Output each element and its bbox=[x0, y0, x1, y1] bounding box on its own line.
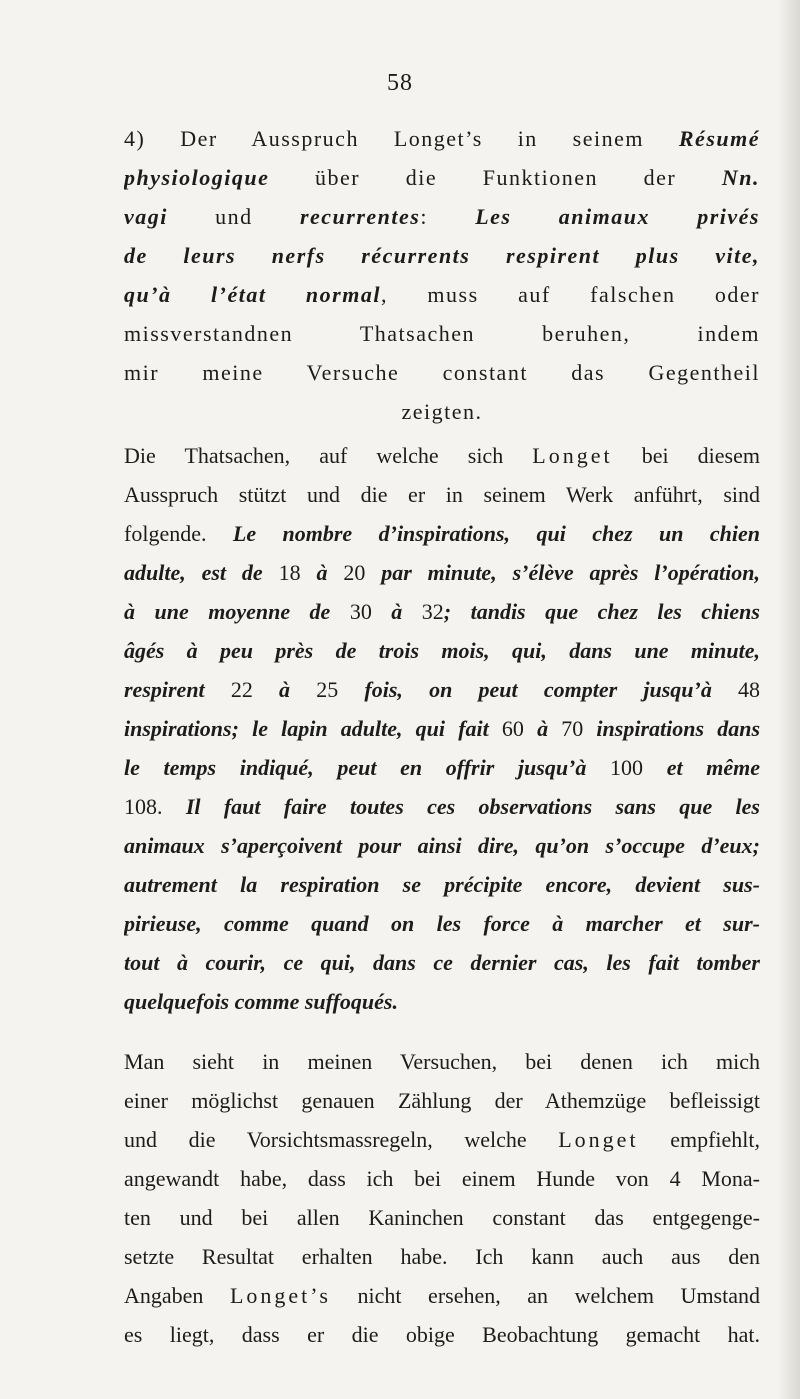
paragraph-own-results bbox=[124, 1042, 760, 1354]
italic-text: à bbox=[300, 560, 344, 585]
text-line bbox=[124, 943, 760, 982]
italic-text: par minute, s’élève après l’opération, bbox=[365, 560, 760, 585]
text-line bbox=[124, 1042, 760, 1081]
italic-text: le temps indiqué, peut en offrir jusqu’à bbox=[124, 755, 611, 780]
text-segment: 22 bbox=[230, 677, 253, 702]
text-segment: 32 bbox=[421, 599, 444, 624]
text-line bbox=[124, 275, 760, 314]
text-line bbox=[124, 631, 760, 670]
text-segment: 108. bbox=[124, 794, 186, 819]
text-line bbox=[124, 982, 760, 1021]
text-line bbox=[124, 514, 760, 553]
text-segment: 100 bbox=[610, 755, 644, 780]
text-segment: nicht ersehen, an welchem Umstand bbox=[330, 1283, 760, 1308]
italic-text: Nn. bbox=[721, 165, 760, 190]
italic-text: âgés à peu près de trois mois, qui, dans une minute, bbox=[124, 638, 760, 663]
text-segment: 25 bbox=[316, 677, 339, 702]
text-segment: 20 bbox=[343, 560, 366, 585]
text-line bbox=[124, 353, 760, 392]
italic-text: autrement la respiration se précipite encore, devient sus- bbox=[124, 872, 760, 897]
italic-text: de leurs nerfs récurrents respirent plus vite, bbox=[124, 243, 760, 268]
text-segment: missverstandnen Thatsachen beruhen, indem bbox=[124, 321, 760, 346]
text-line bbox=[124, 1276, 760, 1315]
italic-text: ; tandis que chez les chiens bbox=[443, 599, 760, 624]
text-segment: folgende. bbox=[124, 521, 233, 546]
italic-text: qu’à l’état normal bbox=[124, 282, 381, 307]
text-line bbox=[124, 1315, 760, 1354]
text-segment: 48 bbox=[738, 677, 760, 702]
italic-text: fois, on peut compter jusqu’à bbox=[338, 677, 738, 702]
text-segment: 4) Der Ausspruch Longet’s in seinem bbox=[124, 126, 679, 151]
italic-text: Résumé bbox=[678, 126, 760, 151]
text-line bbox=[124, 709, 760, 748]
text-line bbox=[124, 197, 760, 236]
text-segment: Man sieht in meinen Versuchen, bei denen ich mich bbox=[124, 1049, 760, 1074]
text-segment: angewandt habe, dass ich bei einem Hunde von 4 Mona- bbox=[124, 1166, 760, 1191]
text-line bbox=[124, 670, 760, 709]
text-segment: empfiehlt, bbox=[638, 1127, 760, 1152]
text-line bbox=[124, 1081, 760, 1120]
text-line bbox=[124, 236, 760, 275]
text-line bbox=[124, 748, 760, 787]
text-segment: setzte Resultat erhalten habe. Ich kann auch aus den bbox=[124, 1244, 760, 1269]
italic-text: et même bbox=[643, 755, 760, 780]
italic-text: adulte, est de bbox=[124, 560, 279, 585]
italic-text: respirent bbox=[124, 677, 231, 702]
italic-text: inspirations dans bbox=[583, 716, 760, 741]
text-line bbox=[124, 119, 760, 158]
text-segment: Angaben bbox=[124, 1283, 230, 1308]
italic-text: inspirations; le lapin adulte, qui fait bbox=[124, 716, 502, 741]
text-segment: 18 bbox=[278, 560, 301, 585]
text-line bbox=[124, 436, 760, 475]
text-segment: Ausspruch stützt und die er in seinem Werk anführt, sind bbox=[124, 482, 760, 507]
text-segment: und die Vorsichtsmassregeln, welche bbox=[124, 1127, 559, 1152]
text-segment: über die Funktionen der bbox=[269, 165, 722, 190]
italic-text: à une moyenne de bbox=[124, 599, 350, 624]
text-segment: bei diesem bbox=[612, 443, 760, 468]
text-segment: Longet bbox=[558, 1127, 639, 1152]
text-line bbox=[124, 392, 760, 431]
paragraph-quoted-facts bbox=[124, 436, 760, 1021]
text-segment: : bbox=[420, 204, 476, 229]
italic-text: tout à courir, ce qui, dans ce dernier cas, les fait tomber bbox=[124, 950, 760, 975]
text-line bbox=[124, 592, 760, 631]
text-segment: , muss auf falschen oder bbox=[380, 282, 760, 307]
text-line bbox=[124, 1159, 760, 1198]
text-line bbox=[124, 158, 760, 197]
text-segment: Longet’s bbox=[229, 1283, 331, 1308]
text-line bbox=[124, 1120, 760, 1159]
text-line bbox=[124, 553, 760, 592]
page-edge-shadow bbox=[778, 0, 800, 1399]
text-segment: ten und bei allen Kaninchen constant das entgegenge- bbox=[124, 1205, 760, 1230]
italic-text: animaux s’aperçoivent pour ainsi dire, qu’on s’occupe d’eux; bbox=[124, 833, 760, 858]
italic-text: Les animaux privés bbox=[475, 204, 760, 229]
page-number: 58 bbox=[387, 70, 413, 96]
italic-text: à bbox=[252, 677, 317, 702]
text-segment: zeigten. bbox=[401, 399, 483, 424]
text-line bbox=[124, 787, 760, 826]
text-line bbox=[124, 314, 760, 353]
italic-text: à bbox=[523, 716, 562, 741]
italic-text: physiologique bbox=[124, 165, 270, 190]
text-segment: und bbox=[167, 204, 300, 229]
text-line bbox=[124, 1237, 760, 1276]
italic-text: pirieuse, comme quand on les force à marcher et sur- bbox=[124, 911, 760, 936]
italic-text: à bbox=[371, 599, 422, 624]
text-line bbox=[124, 475, 760, 514]
text-segment: Longet bbox=[532, 443, 613, 468]
text-line bbox=[124, 865, 760, 904]
text-segment: 60 bbox=[501, 716, 524, 741]
text-segment: es liegt, dass er die obige Beobachtung gemacht hat. bbox=[124, 1322, 760, 1347]
text-segment: einer möglichst genauen Zählung der Athemzüge befleissigt bbox=[124, 1088, 760, 1113]
text-segment: Die Thatsachen, auf welche sich bbox=[124, 443, 533, 468]
italic-text: vagi bbox=[124, 204, 168, 229]
text-segment: 70 bbox=[561, 716, 584, 741]
text-line bbox=[124, 826, 760, 865]
text-segment: 30 bbox=[349, 599, 372, 624]
text-line bbox=[124, 1198, 760, 1237]
italic-text: recurrentes bbox=[299, 204, 421, 229]
text-line bbox=[124, 904, 760, 943]
italic-text: Il faut faire toutes ces observations sans que les bbox=[185, 794, 760, 819]
text-segment: mir meine Versuche constant das Gegentheil bbox=[124, 360, 760, 385]
italic-text: Le nombre d’inspirations, qui chez un chien bbox=[232, 521, 760, 546]
italic-text: quelquefois comme suffoqués. bbox=[124, 989, 398, 1014]
paragraph-longet-statement bbox=[124, 119, 760, 431]
